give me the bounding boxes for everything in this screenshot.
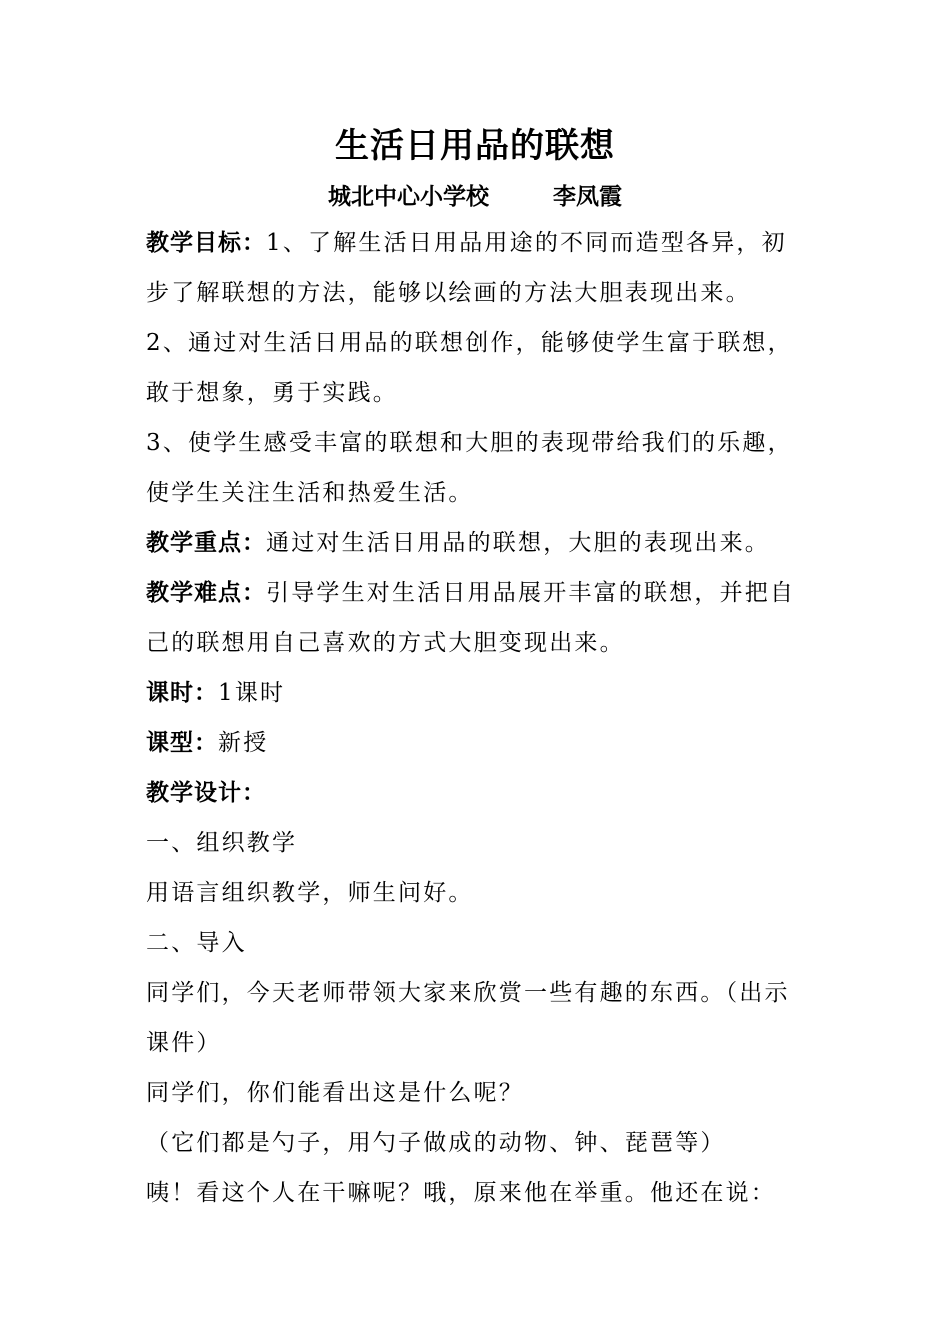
section-2-heading: 二、导入 xyxy=(146,930,247,956)
author-name: 李凤霞 xyxy=(553,184,622,210)
section-1-text: 用语言组织教学，师生问好。 xyxy=(146,880,474,906)
section-2-text-3: （它们都是勺子，用勺子做成的动物、钟、琵琶等） xyxy=(146,1130,726,1156)
objectives-paragraph xyxy=(146,218,810,318)
key-points-text: 通过对生活日用品的联想，大胆的表现出来。 xyxy=(266,530,770,556)
class-hours-label: 课时： xyxy=(146,680,218,706)
lesson-type-paragraph xyxy=(146,718,810,768)
section-1-heading: 一、组织教学 xyxy=(146,830,298,856)
difficulty-text: 引导学生对生活日用品展开丰富的联想，并把自己的联想用自己喜欢的方式大胆变现出来。 xyxy=(146,580,796,656)
key-points-label: 教学重点： xyxy=(146,530,266,556)
class-hours-text: 1课时 xyxy=(218,680,286,706)
lesson-type-text: 新授 xyxy=(218,730,269,756)
section-2-text-1: 同学们，今天老师带领大家来欣赏一些有趣的东西。（出示课件） xyxy=(146,980,790,1056)
difficulty-label: 教学难点： xyxy=(146,580,266,606)
byline xyxy=(0,178,950,211)
key-points-paragraph xyxy=(146,518,810,568)
class-hours-paragraph xyxy=(146,668,810,718)
lesson-type-label: 课型： xyxy=(146,730,218,756)
design-label: 教学设计： xyxy=(146,780,266,806)
objectives-text-1: 1、了解生活日用品用途的不同而造型各异，初步了解联想的方法，能够以绘画的方法大胆表现出来。 xyxy=(146,230,787,306)
objectives-text-3: 3、使学生感受丰富的联想和大胆的表现带给我们的乐趣，使学生关注生活和热爱生活。 xyxy=(146,430,793,506)
section-2-text-2: 同学们，你们能看出这是什么呢？ xyxy=(146,1080,524,1106)
document-title: 生活日用品的联想 xyxy=(335,126,615,166)
document-body xyxy=(146,218,810,1218)
difficulty-paragraph xyxy=(146,568,810,668)
objectives-label: 教学目标： xyxy=(146,230,266,256)
design-paragraph xyxy=(146,768,810,818)
section-2-text-4: 咦！看这个人在干嘛呢？哦，原来他在举重。他还在说： xyxy=(146,1180,776,1206)
school-name: 城北中心小学校 xyxy=(328,184,489,210)
objectives-text-2: 2、通过对生活日用品的联想创作，能够使学生富于联想，敢于想象，勇于实践。 xyxy=(146,330,793,406)
